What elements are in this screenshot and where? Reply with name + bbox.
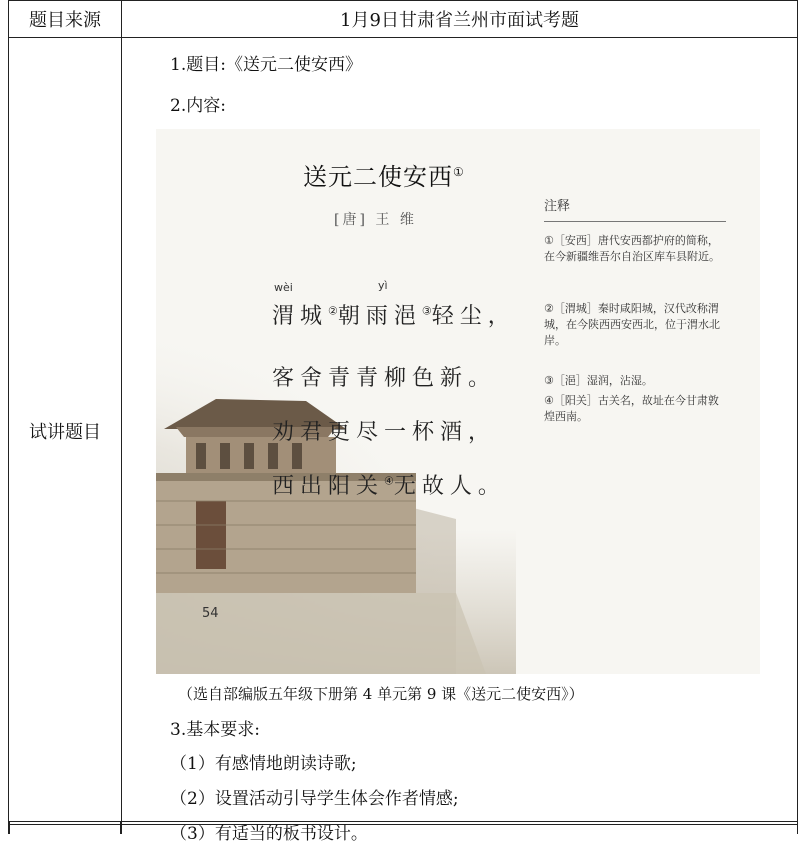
topic-row <box>9 38 798 825</box>
item-content-label: 2.内容: <box>170 96 226 116</box>
poem-line-4: 西出阳关④无故人。 <box>272 474 506 499</box>
next-row-fragment <box>8 821 798 834</box>
poem-line-1: 渭城②朝雨浥③轻尘， <box>272 304 516 329</box>
note-1: ①［安西］唐代安西都护府的简称，在今新疆维吾尔自治区库车县附近。 <box>544 234 720 263</box>
header-row <box>9 1 798 38</box>
item-requirements: 3.基本要求: <box>170 720 260 740</box>
requirement-1: （1）有感情地朗读诗歌; <box>170 754 357 774</box>
item-title: 1.题目:《送元二使安西》 <box>170 55 362 75</box>
notes-heading: 注释 <box>544 199 571 214</box>
pinyin-yi: yì <box>378 279 388 292</box>
poem-author: [唐] 王 维 <box>334 212 417 228</box>
page-number: 54 <box>202 606 219 621</box>
topic-content <box>122 38 798 844</box>
pinyin-wei: wèi <box>274 281 293 294</box>
textbook-page-image <box>156 129 760 674</box>
exam-source-title: 1月9日甘肃省兰州市面试考题 <box>122 1 798 38</box>
note-4: ④［阳关］古关名，故址在今甘肃敦煌西南。 <box>544 394 719 423</box>
note-2: ②［渭城］秦时咸阳城，汉代改称渭城，在今陕西西安西北，位于渭水北岸。 <box>544 302 720 347</box>
source-citation: （选自部编版五年级下册第 4 单元第 9 课《送元二使安西》） <box>178 685 584 703</box>
poem-line-2: 客舍青青柳色新。 <box>272 366 497 391</box>
note-3: ③［浥］湿润，沾湿。 <box>544 374 653 387</box>
exam-table <box>8 0 798 844</box>
source-label: 题目来源 <box>9 1 122 38</box>
requirement-2: （2）设置活动引导学生体会作者情感; <box>170 789 459 809</box>
notes-divider <box>544 221 726 222</box>
poem-title: 送元二使安西① <box>303 163 465 191</box>
topic-label: 试讲题目 <box>9 38 122 825</box>
requirement-3: （3）有适当的板书设计。 <box>170 824 368 844</box>
poem-line-3: 劝君更尽一杯酒， <box>272 420 497 445</box>
